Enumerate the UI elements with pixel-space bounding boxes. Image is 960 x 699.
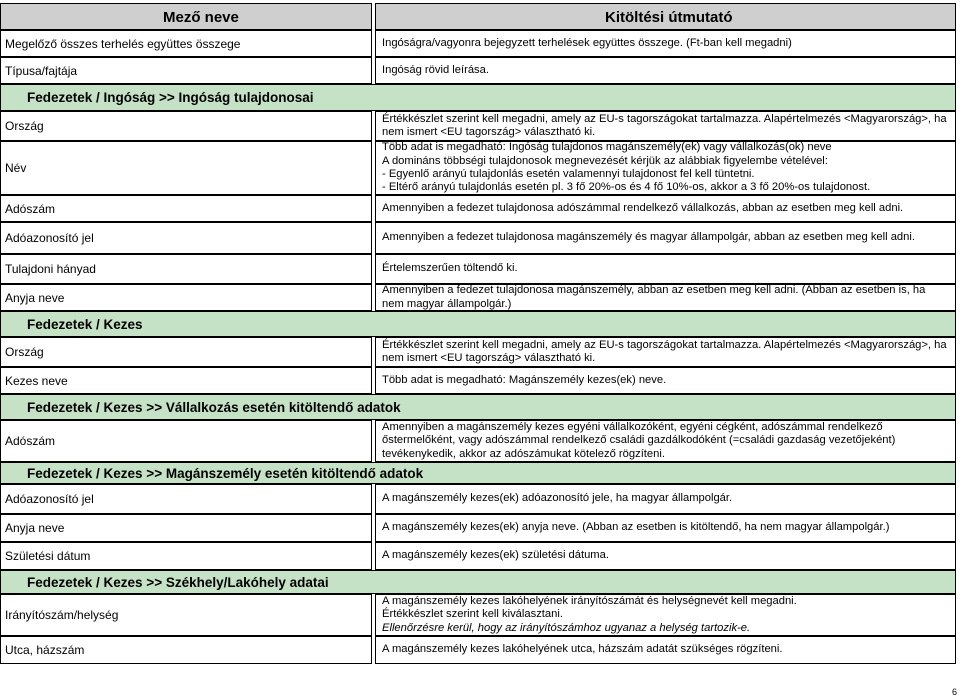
field-instruction: Értékkészlet szerint kell megadni, amely az EU-s tagországokat tartalmazza. Alapértelmezés <Magyarország>, ha nem ismert <EU tagország> választható ki. [375,111,956,141]
section-header [0,570,960,594]
field-instruction: Ingóság rövid leírása. [375,57,956,84]
field-label: Anyja neve [0,514,372,542]
field-label: Adóazonosító jel [0,484,372,514]
table-row [0,367,960,394]
table-row [0,337,960,367]
section-title: Fedezetek / Kezes >> Magánszemély esetén kitöltendő adatok [27,466,424,481]
field-label: Anyja neve [0,284,372,311]
field-label: Tulajdoni hányad [0,254,372,284]
field-label: Adószám [0,420,372,462]
italic-note: Ellenőrzésre kerül, hogy az irányítószámhoz ugyanaz a helység tartozik-e. [382,621,751,634]
field-label: Adószám [0,195,372,222]
table-header [0,3,960,30]
field-label: Megelőző összes terhelés együttes összege [0,30,372,57]
section-title: Fedezetek / Kezes >> Székhely/Lakóhely adatai [27,575,329,590]
table-row [0,111,960,141]
table-row [0,195,960,222]
table-row [0,222,960,254]
section-title: Fedezetek / Ingóság >> Ingóság tulajdonosai [27,90,314,105]
field-instruction: A magánszemély kezes lakóhelyének irányítószámát és helységnevét kell megadni. Értékkészlet szerint kell kiválasztani. Ellenőrzésre kerül, hogy az irányítószámhoz ugyanaz a helység tartozik-e. [375,594,956,636]
table-row [0,254,960,284]
field-label: Ország [0,111,372,141]
table-row [0,636,960,664]
field-instruction: Amennyiben a fedezet tulajdonosa adószámmal rendelkező vállalkozás, abban az esetben meg kell adni. [375,195,956,222]
field-instruction: Értelemszerűen töltendő ki. [375,254,956,284]
field-label: Irányítószám/helység [0,594,372,636]
header-field-name-text: Mező neve [163,9,239,26]
header-field-name [0,3,372,30]
field-label: Típusa/fajtája [0,57,372,84]
section-header [0,462,960,484]
field-label: Utca, házszám [0,636,372,664]
table-row [0,484,960,514]
field-instruction: Ingóságra/vagyonra bejegyzett terhelések együttes összege. (Ft-ban kell megadni) [375,30,956,57]
field-instruction: Amennyiben a magánszemély kezes egyéni vállalkozóként, egyéni cégként, adószámmal rendelkező őstermelőként, vagy adószámmal rendelkező családi gazdálkodóként (=családi gazdaság vezetőjeként) tevékenykedik, akkor az adószámukat kötelező rögzíteni. [375,420,956,462]
table-row [0,420,960,462]
table-row [0,542,960,570]
section-header [0,311,960,337]
field-label: Név [0,141,372,195]
field-label: Kezes neve [0,367,372,394]
field-instruction: A magánszemély kezes(ek) születési dátuma. [375,542,956,570]
page-number: 6 [951,687,957,697]
section-title: Fedezetek / Kezes >> Vállalkozás esetén kitöltendő adatok [27,400,401,415]
field-instruction: Amennyiben a fedezet tulajdonosa magánszemély, abban az esetben meg kell adni. (Abban az esetben is, ha nem magyar állampolgár.) [375,284,956,311]
section-title: Fedezetek / Kezes [27,317,143,332]
field-label: Ország [0,337,372,367]
field-instruction: A magánszemély kezes lakóhelyének utca, házszám adatát szükséges rögzíteni. [375,636,956,664]
table-row [0,514,960,542]
field-instruction: A magánszemély kezes(ek) anyja neve. (Abban az esetben is kitöltendő, ha nem magyar állampolgár.) [375,514,956,542]
table-row [0,141,960,195]
table-row [0,57,960,84]
table-row [0,284,960,311]
field-label: Adóazonosító jel [0,222,372,254]
header-instructions-text: Kitöltési útmutató [605,9,733,26]
field-instruction: Több adat is megadható: Ingóság tulajdonos magánszemély(ek) vagy vállalkozás(ok) neve A domináns többségi tulajdonosok megnevezését kérjük az alábbiak figyelembe vételével: - Egyenlő arányú tulajdonlás esetén valamennyi tulajdonost fel kell tüntetni. - Eltérő arányú tulajdonlás esetén pl. 3 fő 20%-os és 4 fő 10%-os, akkor a 3 fő 20%-os tulajdonost. [375,141,956,195]
field-instruction: Több adat is megadható: Magánszemély kezes(ek) neve. [375,367,956,394]
header-instructions [375,3,956,30]
field-label: Születési dátum [0,542,372,570]
table-row [0,594,960,636]
table-row [0,30,960,57]
field-instruction: A magánszemély kezes(ek) adóazonosító jele, ha magyar állampolgár. [375,484,956,514]
section-header [0,84,960,111]
field-instruction: Amennyiben a fedezet tulajdonosa magánszemély és magyar állampolgár, abban az esetben meg kell adni. [375,222,956,254]
field-instruction: Értékkészlet szerint kell megadni, amely az EU-s tagországokat tartalmazza. Alapértelmezés <Magyarország>, ha nem ismert <EU tagország> választható ki. [375,337,956,367]
section-header [0,394,960,420]
